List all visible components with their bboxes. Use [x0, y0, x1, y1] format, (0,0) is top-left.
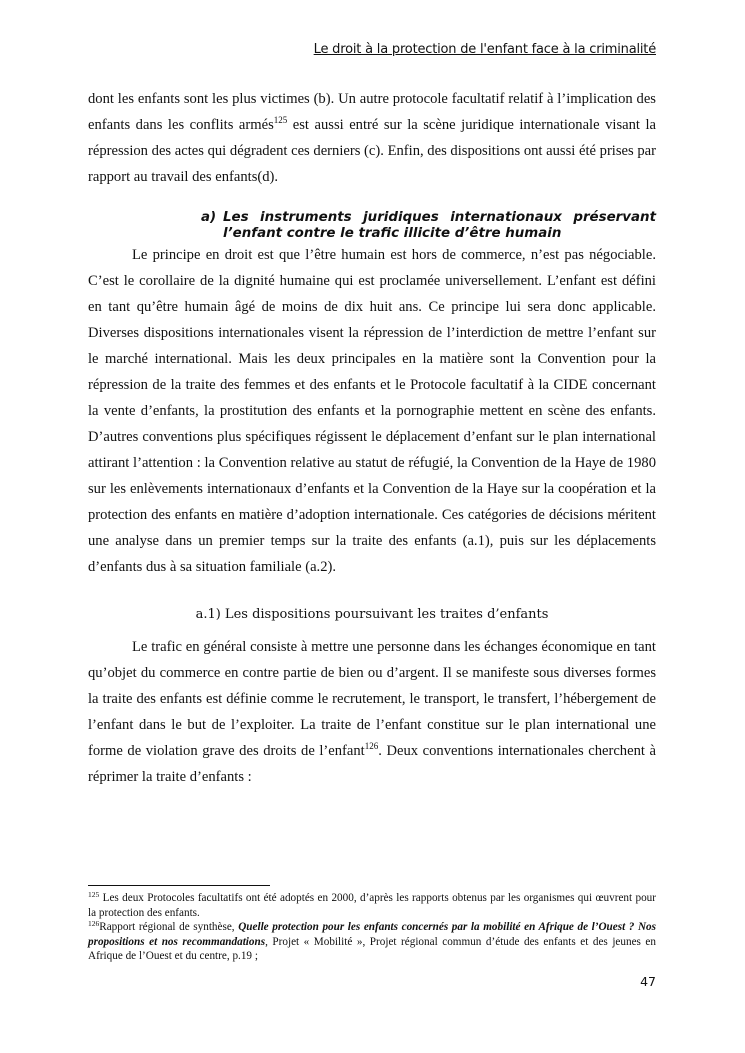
section-heading-a-number: a)	[201, 210, 217, 225]
footnote-125: $^{125}$ Les deux Protocoles facultatifs ont été adoptés en 2000, d’après les rapports obtenus par les organismes qui œuvrent pour la protection des enfants.	[88, 890, 656, 919]
running-header: Le droit à la protection de l'enfant face à la criminalité	[313, 42, 656, 57]
footnote-126: $^{126}$Rapport régional de synthèse, Quelle protection pour les enfants concernés par la mobilité en Afrique de l’Ouest ? Nos propositions et nos recommandations, Projet « Mobilité », Projet régional commun d’étude des enfants et des jeunes en Afrique de l’Ouest et du centre, p.19 ;	[88, 919, 656, 963]
footnote-ref-125[interactable]: 125	[273, 115, 288, 125]
footnote-ref-126[interactable]: 126	[364, 741, 379, 751]
paragraph-a: Le principe en droit est que l’être humain est hors de commerce, n’est pas négociable. C’est le corollaire de la dignité humaine qui est proclamée universellement. L’enfant est défini en tant qu’être humain âgé de moins de dix huit ans. Ce principe lui sera donc applicable. Diverses dispositions internationales visent la répression de l’interdiction de mettre l’enfant sur le marché international. Mais les deux principales en la matière sont la Convention pour la répression de la traite des femmes et des enfants et le Protocole facultatif à la CIDE concernant la vente d’enfants, la prostitution des enfants et la pornographie mettent en scène des enfants. D’autres conventions plus spécifiques régissent le déplacement d’enfant sur le plan international attirant l’attention : la Convention relative au statut de réfugié, la Convention de la Haye de 1980 sur les enlèvements internationaux d’enfants et la Convention de la Haye sur la coopération et la protection des enfants en matière d’adoption internationale. Ces catégories de décisions méritent une analyse dans un premier temps sur la traite des enfants (a.1), puis sur les déplacements d’enfants dus à sa situation familiale (a.2).	[88, 247, 656, 575]
section-heading-a-text: Les instruments juridiques internationaux préservant l’enfant contre le trafic illicite d’être humain	[223, 210, 656, 241]
footnote-126-title: Quelle protection pour les enfants concernés par la mobilité en Afrique de l’Ouest ? Nos propositions et nos recommandations	[88, 921, 656, 948]
paragraph-a1: Le trafic en général consiste à mettre une personne dans les échanges économique en tant qu’objet du commerce en contre partie de bien ou d’argent. Il se manifeste sous diverses formes la traite des enfants est définie comme le recrutement, le transport, le transfert, l’hébergement de l’enfant dans le but de l’exploiter. La traite de l’enfant constitue sur le plan international une forme de violation grave des droits de l’enfant$^{126}$. Deux conventions internationales cherchent à réprimer la traite d’enfants :	[88, 639, 656, 785]
section-heading-a1: a.1) Les dispositions poursuivant les traites d’enfants	[195, 607, 549, 622]
body-text	[88, 86, 656, 790]
section-heading-a	[88, 210, 656, 242]
intro-paragraph: dont les enfants sont les plus victimes (b). Un autre protocole facultatif relatif à l’implication des enfants dans les conflits armés$^{125}$ est aussi entré sur la scène juridique internationale visant la répression des actes qui dégradent ces derniers (c). Enfin, des dispositions ont aussi été prises par rapport au travail des enfants(d).	[88, 91, 656, 185]
footnotes	[88, 891, 656, 964]
page-number: 47	[640, 974, 656, 989]
footnote-separator	[88, 885, 270, 886]
